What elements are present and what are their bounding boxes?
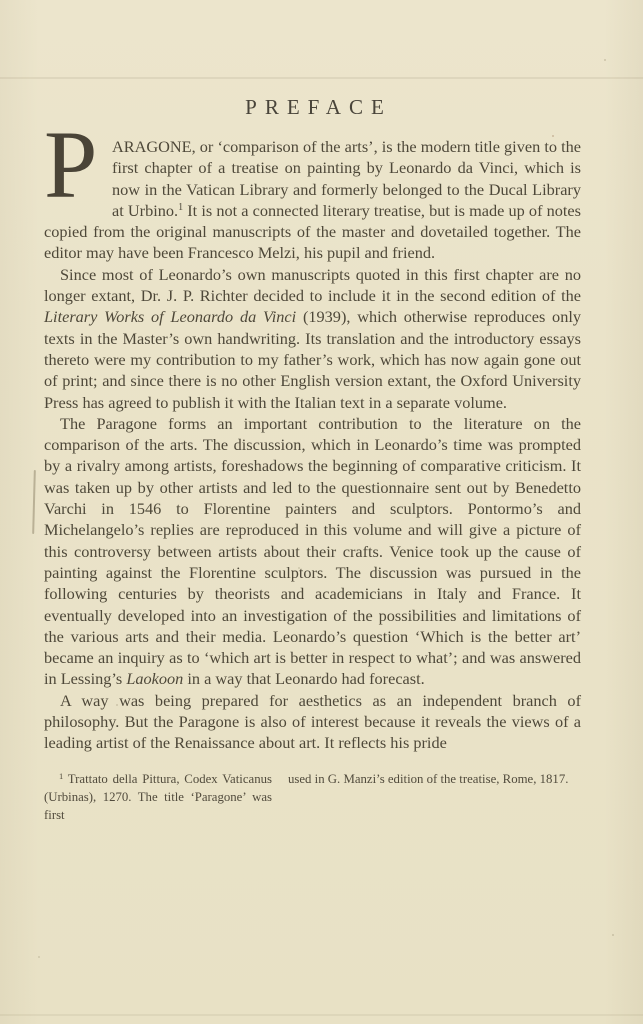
text-run: Since most of Leonardo’s own manuscripts quoted in this first chapter are no longer extant, Dr. J. P. Richter decided to include it in the second edition of the bbox=[44, 264, 581, 306]
page-title: PREFACE bbox=[245, 95, 392, 119]
footnote-reference: 1 bbox=[178, 201, 184, 213]
italic-work-title: Literary Works of Leonardo da Vinci bbox=[44, 307, 297, 327]
pencil-margin-mark bbox=[32, 470, 36, 534]
text-run: ARAGONE, or ‘comparison of the arts’, is the modern title given to the first chapter of a treatise on painting by Leonardo da Vinci, which is now in the Vatican Library and formerly belonged to the Ducal Library at Urbino. bbox=[112, 137, 581, 220]
text-run: in a way that Leonardo had forecast. bbox=[183, 669, 425, 689]
footnote bbox=[44, 770, 581, 824]
footnote-reference: 1 bbox=[59, 770, 64, 781]
text-run: The Paragone forms an important contribution to the literature on the comparison of the arts. The discussion, which in Leonardo’s time was prompted by a rivalry among artists, foreshadows the beginning of comparative criticism. It was taken up by other artists and led to the questionnaire sent out by Benedetto Varchi in 1546 to Florentine painters and sculptors. Pontormo’s and Michelangelo’s replies are reproduced in this volume and will give a picture of this controversy between artists about their crafts. Venice took up the cause of painting against the Florentine sculptors. The discussion was pursued in the following centuries by theorists and academicians in Italy and France. It eventually developed into an investigation of the possibilities and limitations of the various arts and their media. Leonardo’s question ‘Which is the better art’ became an inquiry as to ‘which art is better in respect to what’; and was answered in Lessing’s bbox=[44, 413, 581, 689]
text-run: A way was being prepared for aesthetics as an independent branch of philosophy. But the Paragone is also of interest because it reveals the views of a leading artist of the Renaissance about art. It reflects his pride bbox=[44, 690, 581, 753]
body-text bbox=[44, 111, 582, 754]
paper-specks bbox=[0, 0, 2, 2]
drop-cap: P bbox=[44, 111, 98, 218]
italic-work-title: Laokoon bbox=[126, 669, 184, 689]
text-run: Trattato della Pittura, Codex Vaticanus (Urbinas), 1270. The title ‘Paragone’ was first bbox=[44, 771, 272, 822]
paragraph bbox=[44, 690, 581, 754]
paragraph bbox=[44, 413, 581, 690]
footnote-column-left bbox=[44, 770, 272, 824]
paragraph bbox=[44, 264, 581, 413]
text-run: It is not a connected literary treatise, but is made up of notes copied from the original manuscripts of the master and dovetailed together. The editor may have been Francesco Melzi, his pupil and friend. bbox=[44, 200, 581, 263]
scan-crease-bottom bbox=[0, 1014, 643, 1016]
text-run: used in G. Manzi’s edition of the treatise, Rome, 1817. bbox=[288, 771, 569, 786]
paragraph bbox=[44, 111, 581, 264]
footnote-column-right bbox=[288, 770, 581, 824]
text-block bbox=[44, 95, 581, 824]
scan-crease-top bbox=[0, 77, 643, 79]
text-run: (1939), which otherwise reproduces only texts in the Master’s own handwriting. Its translation and the introductory essays thereto were my contribution to my father’s work, which has now again gone out of print; and since there is no other English version extant, the Oxford University Press has agreed to publish it with the Italian text in a separate volume. bbox=[44, 307, 582, 412]
